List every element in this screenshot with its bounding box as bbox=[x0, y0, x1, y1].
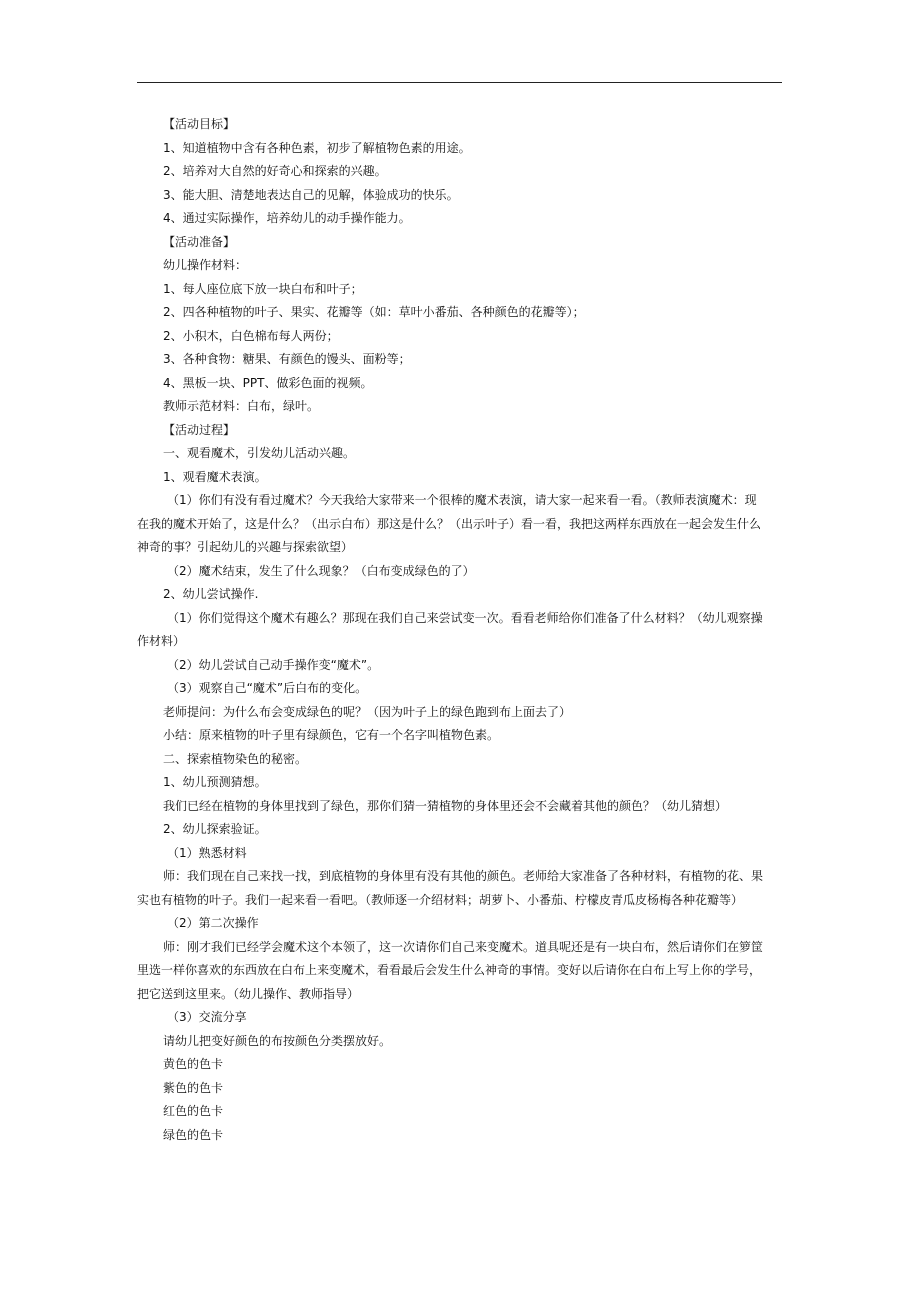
text-line: 黄色的色卡 bbox=[163, 1057, 224, 1071]
text-line: 1、观看魔术表演。 bbox=[163, 469, 267, 484]
text-line: （2）第二次操作 bbox=[167, 916, 259, 930]
text-line: 【活动目标】 bbox=[163, 117, 236, 131]
text-line: 1、知道植物中含有各种色素，初步了解植物色素的用途。 bbox=[163, 140, 471, 155]
text-line: 1、幼儿预测猜想。 bbox=[163, 775, 267, 789]
text-line: （2）幼儿尝试自己动手操作变“魔术”。 bbox=[167, 657, 380, 672]
text-line: 我们已经在植物的身体里找到了绿色，那你们猜一猜植物的身体里还会不会藏着其他的颜色？（幼儿猜想） bbox=[163, 798, 728, 813]
text-line: （1）熟悉材料 bbox=[167, 845, 247, 860]
text-line: 实也有植物的叶子。我们一起来看一看吧。（教师逐一介绍材料；胡萝卜、小番茄、柠檬皮青瓜皮杨梅各种花瓣等） bbox=[137, 892, 744, 907]
text-line: 2、幼儿尝试操作. bbox=[163, 587, 259, 601]
text-line: 4、黑板一块、PPT、做彩色面的视频。 bbox=[163, 375, 373, 390]
text-line: 师：刚才我们已经学会魔术这个本领了，这一次请你们自己来变魔术。道具呢还是有一块白布，然后请你们在箩筐 bbox=[163, 939, 764, 954]
text-line: 紫色的色卡 bbox=[163, 1080, 224, 1095]
text-line: 3、能大胆、清楚地表达自己的见解，体验成功的快乐。 bbox=[163, 187, 459, 202]
text-line: 【活动过程】 bbox=[163, 422, 236, 437]
text-line: 2、培养对大自然的好奇心和探索的兴趣。 bbox=[163, 164, 387, 178]
text-line: 幼儿操作材料： bbox=[163, 258, 248, 272]
text-line: （3）观察自己“魔术”后白布的变化。 bbox=[167, 681, 368, 695]
text-line: 作材料） bbox=[137, 634, 186, 648]
text-line: （3）交流分享 bbox=[167, 1010, 247, 1024]
text-line: 老师提问：为什么布会变成绿色的呢？（因为叶子上的绿色跑到布上面去了） bbox=[163, 704, 572, 719]
text-line: 里选一样你喜欢的东西放在白布上来变魔术，看看最后会发生什么神奇的事情。变好以后请你在白布上写上你的学号， bbox=[137, 963, 762, 977]
text-line: 3、各种食物：糖果、有颜色的馒头、面粉等； bbox=[163, 352, 411, 366]
text-line: 师：我们现在自己来找一找，到底植物的身体里有没有其他的颜色。老师给大家准备了各种材料，有植物的花、果 bbox=[163, 869, 764, 883]
text-line: 2、幼儿探索验证。 bbox=[163, 822, 267, 836]
text-line: 2、小积木，白色棉布每人两份； bbox=[163, 328, 339, 343]
text-line: （1）你们有没有看过魔术？今天我给大家带来一个很棒的魔术表演，请大家一起来看一看。（教师表演魔术：现 bbox=[167, 493, 757, 507]
text-line: 在我的魔术开始了，这是什么？（出示白布）那这是什么？（出示叶子）看一看，我把这两样东西放在一起会发生什么 bbox=[137, 516, 762, 531]
text-line: 二、探索植物染色的秘密。 bbox=[163, 751, 308, 766]
text-line: 绿色的色卡 bbox=[163, 1127, 224, 1142]
text-line: 4、通过实际操作，培养幼儿的动手操作能力。 bbox=[163, 211, 411, 225]
text-line: 请幼儿把变好颜色的布按颜色分类摆放好。 bbox=[163, 1033, 392, 1048]
text-line: （2）魔术结束，发生了什么现象？（白布变成绿色的了） bbox=[167, 563, 475, 578]
header-rule bbox=[137, 82, 782, 83]
text-line: 一、观看魔术，引发幼儿活动兴趣。 bbox=[163, 446, 356, 460]
text-line: 2、四各种植物的叶子、果实、花瓣等（如：草叶小番茄、各种颜色的花瓣等）； bbox=[163, 305, 585, 319]
text-line: （1）你们觉得这个魔术有趣么？那现在我们自己来尝试变一次。看看老师给你们准备了什么材料？（幼儿观察操 bbox=[167, 610, 763, 625]
text-line: 【活动准备】 bbox=[163, 234, 236, 249]
document-body bbox=[137, 113, 787, 1147]
text-line: 教师示范材料：白布，绿叶。 bbox=[163, 399, 320, 413]
text-line: 小结：原来植物的叶子里有绿颜色，它有一个名字叫植物色素。 bbox=[163, 728, 500, 742]
text-line: 红色的色卡 bbox=[163, 1104, 224, 1118]
text-line: 1、每人座位底下放一块白布和叶子； bbox=[163, 281, 363, 296]
text-line: 把它送到这里来。（幼儿操作、教师指导） bbox=[137, 986, 360, 1001]
text-line: 神奇的事？引起幼儿的兴趣与探索欲望） bbox=[137, 540, 354, 554]
